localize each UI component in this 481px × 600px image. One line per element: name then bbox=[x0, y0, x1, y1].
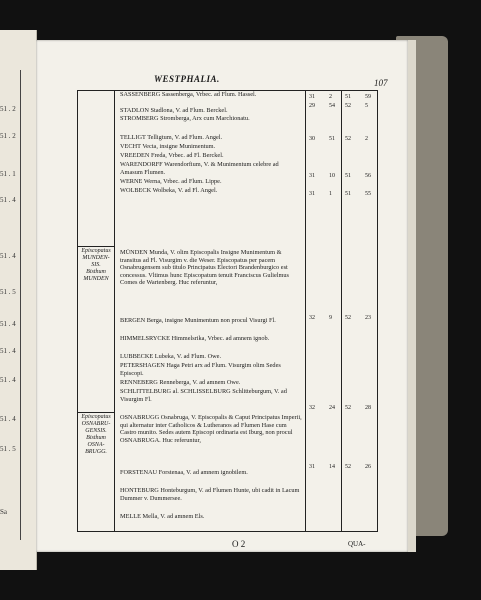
latitude-degrees: 52 bbox=[345, 136, 351, 142]
latitude-minutes: 28 bbox=[365, 405, 371, 411]
latitude-minutes: 2 bbox=[365, 136, 368, 142]
entry: RENNEBERG Renneberga, V. ad amnem Owe. bbox=[120, 379, 241, 386]
signature-mark: O 2 bbox=[232, 539, 246, 549]
previous-page-mark: 51 . 2 bbox=[0, 132, 16, 140]
latitude-minutes: 56 bbox=[365, 173, 371, 179]
catchword: QUA- bbox=[348, 540, 366, 548]
previous-page-mark: Sa bbox=[0, 508, 7, 516]
entry: SCHLITTELBURG al. SCHLISSELBURG Schlitteburgum, V. ad Visurgim Fl. bbox=[120, 388, 287, 403]
latitude-degrees: 52 bbox=[345, 464, 351, 470]
region-line: MUNDEN- bbox=[82, 255, 110, 261]
longitude-minutes: 10 bbox=[329, 173, 335, 179]
previous-page-mark: 51 . 5 bbox=[0, 288, 16, 296]
entry: HONTEBURG Honteburgum, V. ad Flumen Hunte, ubi cadit in Lacum Dummer v. Dummersee. bbox=[120, 487, 300, 502]
previous-page-mark: 51 . 4 bbox=[0, 376, 16, 384]
region-line: Bisthum bbox=[86, 269, 106, 275]
region-line: BRUGG. bbox=[85, 449, 107, 455]
longitude-degrees: 31 bbox=[309, 173, 315, 179]
longitude-minutes: 2 bbox=[329, 94, 332, 100]
latitude-degrees: 51 bbox=[345, 191, 351, 197]
region-munden bbox=[79, 248, 113, 283]
entry: HIMMELSRYCKE Himmelsrika, Vrbec. ad amnem ignob. bbox=[120, 335, 270, 342]
latitude-degrees: 51 bbox=[345, 173, 351, 179]
region-osnabrug bbox=[79, 414, 113, 456]
region-line: OSNA- bbox=[87, 442, 105, 448]
entry: STROMBERG Stromberga, Arx cum Marchionatu. bbox=[120, 115, 250, 122]
previous-page-mark: 51 . 4 bbox=[0, 320, 16, 328]
previous-page-mark: 51 . 2 bbox=[0, 105, 16, 113]
longitude-minutes: 51 bbox=[329, 136, 335, 142]
region-line: Bisthum bbox=[86, 435, 106, 441]
page-header-title: WESTPHALIA. bbox=[154, 74, 220, 84]
entry: SASSENBERG Sassenberga, Vrbec. ad Flum. Hassel. bbox=[120, 91, 257, 98]
latitude-degrees: 51 bbox=[345, 94, 351, 100]
column-rule bbox=[114, 91, 115, 531]
previous-page-mark: 51 . 4 bbox=[0, 347, 16, 355]
column-rule bbox=[341, 91, 342, 531]
region-divider bbox=[78, 246, 114, 247]
entry: FORSTENAU Forstenaa, V. ad amnem ignobilem. bbox=[120, 469, 248, 476]
page-number: 107 bbox=[374, 78, 388, 88]
previous-page-mark: 51 . 4 bbox=[0, 415, 16, 423]
latitude-minutes: 26 bbox=[365, 464, 371, 470]
longitude-degrees: 31 bbox=[309, 191, 315, 197]
latitude-minutes: 5 bbox=[365, 103, 368, 109]
previous-page-rule bbox=[20, 70, 21, 540]
longitude-degrees: 32 bbox=[309, 315, 315, 321]
region-line: GENSIS. bbox=[85, 428, 107, 434]
latitude-degrees: 52 bbox=[345, 315, 351, 321]
latitude-degrees: 52 bbox=[345, 103, 351, 109]
region-line: OSNABRU- bbox=[81, 421, 111, 427]
entry: BERGEN Berga, insigne Munimentum non procul Visurgi Fl. bbox=[120, 317, 276, 324]
region-line: MUNDEN bbox=[83, 276, 109, 282]
entry: PETERSHAGEN Haga Petri arx ad Flum. Visurgim olim Sedes Episcopi. bbox=[120, 362, 281, 377]
entry: MÜNDEN Munda, V. olim Episcopalis Insigne Munimentum & transitus ad Fl. Visurgim v. die Weser. Episcopatus per pacem Osnabrugensem sub titulo Principatus Electori Brandenburgico est concessus. Vltimus hunc Episcopatum tenuit Franciscus Gulielmus Comes de Wartenberg. Huc referuntur, bbox=[120, 249, 290, 287]
entry: LUBBECKE Lubeka, V. ad Flum. Owe. bbox=[120, 353, 222, 360]
longitude-minutes: 1 bbox=[329, 191, 332, 197]
longitude-minutes: 14 bbox=[329, 464, 335, 470]
entry: WOLBECK Wolbeka, V. ad Fl. Angel. bbox=[120, 187, 218, 194]
page-edge bbox=[408, 40, 416, 552]
longitude-minutes: 24 bbox=[329, 405, 335, 411]
previous-page-mark: 51 . 4 bbox=[0, 252, 16, 260]
entry: VREEDEN Freda, Vrbec. ad Fl. Berckel. bbox=[120, 152, 224, 159]
entry: TELLIGT Telligtum, V. ad Flum. Angel. bbox=[120, 134, 223, 141]
latitude-degrees: 52 bbox=[345, 405, 351, 411]
latitude-minutes: 55 bbox=[365, 191, 371, 197]
previous-page-mark: 51 . 5 bbox=[0, 445, 16, 453]
region-line: Episcopatus bbox=[81, 414, 111, 420]
latitude-minutes: 23 bbox=[365, 315, 371, 321]
previous-page bbox=[0, 30, 37, 570]
longitude-degrees: 31 bbox=[309, 464, 315, 470]
region-line: SIS. bbox=[91, 262, 101, 268]
longitude-degrees: 32 bbox=[309, 405, 315, 411]
region-divider bbox=[78, 412, 114, 413]
previous-page-mark: 51 . 4 bbox=[0, 196, 16, 204]
entry: OSNABRUGG Osnabruga, V. Episcopalis & Caput Principatus Imperii, qui alternatur inter Catholicos & Lutheranos ad Flumen Hase cum Castro munito. Sedes autem Episcopi ordinaria est Iburg, non procul OSNABRUGA. Huc referuntur, bbox=[120, 414, 302, 444]
entry: WARENDORFF Warendorfium, V. & Munimentum celebre ad Amasum Flumen. bbox=[120, 161, 279, 176]
gazetteer-table bbox=[77, 90, 378, 532]
longitude-degrees: 30 bbox=[309, 136, 315, 142]
entry: STADLON Stadlona, V. ad Flum. Berckel. bbox=[120, 107, 228, 114]
entry: MELLE Mella, V. ad amnem Els. bbox=[120, 513, 205, 520]
entry: VECHT Vecta, insigne Munimentum. bbox=[120, 143, 216, 150]
column-rule bbox=[305, 91, 306, 531]
longitude-degrees: 29 bbox=[309, 103, 315, 109]
longitude-degrees: 31 bbox=[309, 94, 315, 100]
region-line: Episcopatus bbox=[81, 248, 111, 254]
longitude-minutes: 54 bbox=[329, 103, 335, 109]
book-page bbox=[36, 40, 408, 552]
longitude-minutes: 9 bbox=[329, 315, 332, 321]
previous-page-mark: 51 . 1 bbox=[0, 170, 16, 178]
entry: WERNE Werna, Vrbec. ad Flum. Lippe. bbox=[120, 178, 222, 185]
latitude-minutes: 59 bbox=[365, 94, 371, 100]
